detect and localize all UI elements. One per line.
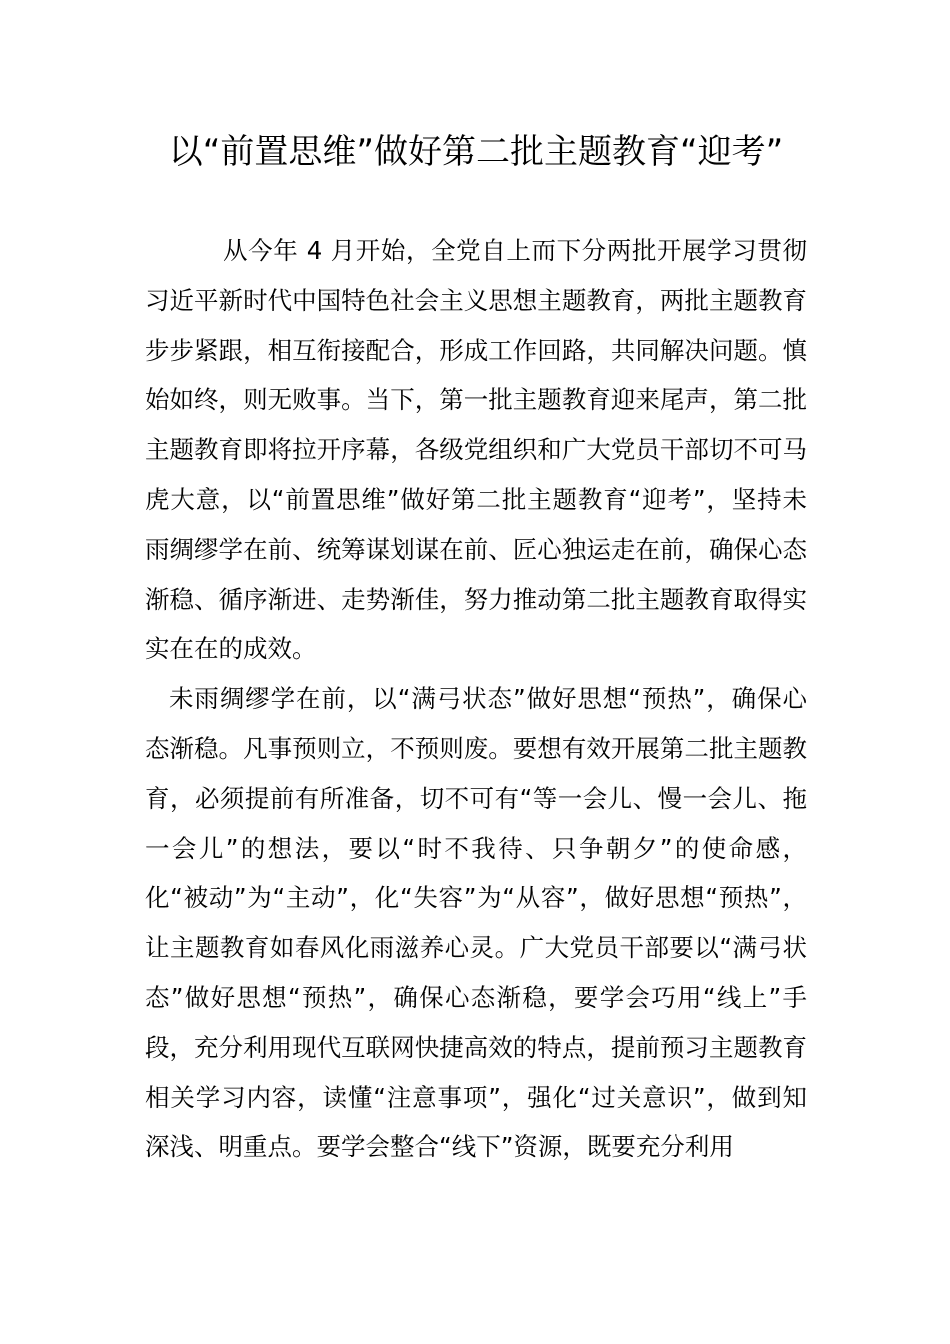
paragraph-section-1: 未雨绸缪学在前，以“满弓状态”做好思想“预热”，确保心态渐稳。凡事预则立，不预则废。要想有效开展第二批主题教育，必须提前有所准备，切不可有“等一会儿、慢一会儿、拖一会儿”的想法，要以“时不我待、只争朝夕”的使命感，化“被动”为“主动”，化“失容”为“从容”，做好思想“预热”，让主题教育如春风化雨滋养心灵。广大党员干部要以“满弓状态”做好思想“预热”，确保心态渐稳，要学会巧用“线上”手段，充分利用现代互联网快捷高效的特点，提前预习主题教育相关学习内容，读懂“注意事项”，强化“过关意识”，做到知深浅、明重点。要学会整合“线下”资源，既要充分利用 <box>145 684 807 1162</box>
document-body <box>145 226 807 1172</box>
paragraph-intro: 从今年 4 月开始，全党自上而下分两批开展学习贯彻习近平新时代中国特色社会主义思想主题教育，两批主题教育步步紧跟，相互衔接配合，形成工作回路，共同解决问题。慎始如终，则无败事。当下，第一批主题教育迎来尾声，第二批主题教育即将拉开序幕，各级党组织和广大党员干部切不可马虎大意，以“前置思维”做好第二批主题教育“迎考”，坚持未雨绸缪学在前、统筹谋划谋在前、匠心独运走在前，确保心态渐稳、循序渐进、走势渐佳，努力推动第二批主题教育取得实实在在的成效。 <box>145 236 807 664</box>
document-title: 以“前置思维”做好第二批主题教育“迎考” <box>168 132 784 172</box>
